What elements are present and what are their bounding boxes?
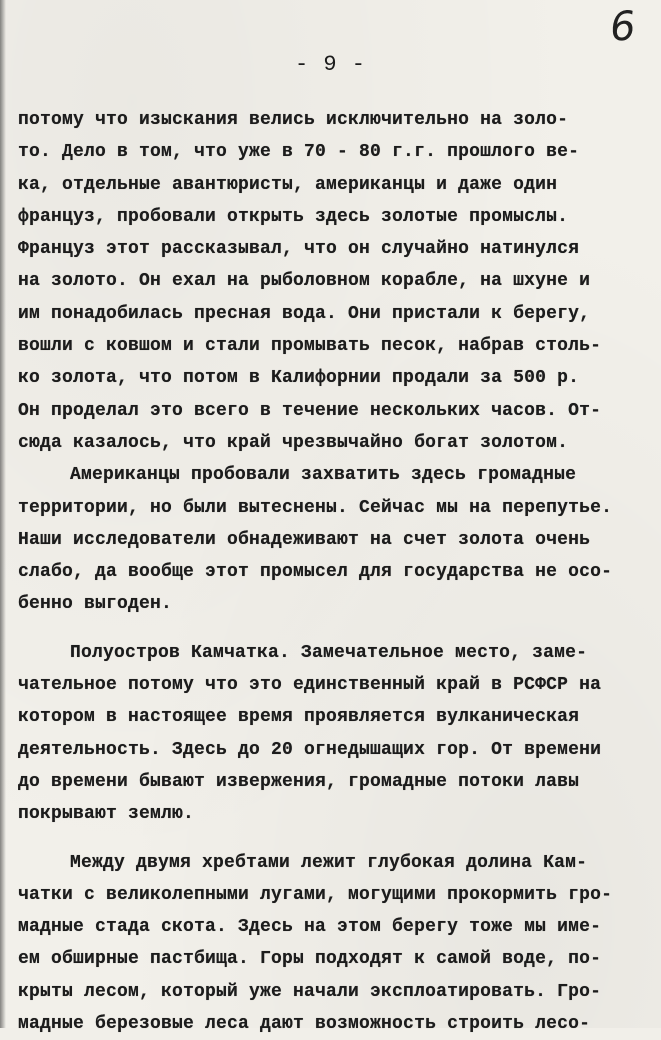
text-line: Американцы пробовали захватить здесь громадные bbox=[70, 465, 577, 486]
body-text bbox=[18, 104, 650, 1040]
text-line: потому что изыскания велись исключительно на золо- bbox=[18, 110, 569, 130]
text-line: покрывают землю. bbox=[18, 804, 195, 825]
text-line: им понадобилась пресная вода. Они пристали к берегу, bbox=[18, 303, 591, 324]
text-line: крыты лесом, который уже начали эксплоатировать. Гро- bbox=[18, 981, 602, 1002]
paragraph-gap bbox=[18, 831, 650, 847]
text-line: ка, отдельные авантюристы, американцы и даже один bbox=[18, 174, 558, 195]
text-line: Наши исследователи обнадеживают на счет золота очень bbox=[18, 529, 591, 550]
text-line: до времени бывают извержения, громадные потоки лавы bbox=[18, 771, 580, 792]
text-line: бенно выгоден. bbox=[18, 594, 173, 615]
text-line: деятельность. Здесь до 20 огнедышащих гор. От времени bbox=[18, 739, 602, 760]
text-line: котором в настоящее время проявляется вулканическая bbox=[18, 707, 580, 728]
archive-sheet-number: 6 bbox=[607, 3, 637, 51]
text-line: француз, пробовали открыть здесь золотые промыслы. bbox=[18, 206, 569, 227]
text-line: мадные стада скота. Здесь на этом берегу тоже мы име- bbox=[18, 917, 602, 938]
text-line: Француз этот рассказывал, что он случайно натинулся bbox=[18, 239, 580, 260]
text-line: территории, но были вытеснены. Сейчас мы на перепутье. bbox=[18, 497, 613, 518]
text-line: Он проделал это всего в течение нескольких часов. От- bbox=[18, 400, 602, 421]
text-line: слабо, да вообще этот промысел для государства не осо- bbox=[18, 562, 613, 583]
text-line: чательное потому что это единственный край в РСФСР на bbox=[18, 675, 602, 696]
text-line: ко золота, что потом в Калифорнии продали за 500 р. bbox=[18, 368, 580, 389]
scan-edge-shadow bbox=[0, 0, 6, 1028]
text-line: вошли с ковшом и стали промывать песок, набрав столь- bbox=[18, 336, 602, 357]
paragraph bbox=[18, 637, 650, 831]
paragraph-gap bbox=[18, 621, 650, 637]
paragraph bbox=[18, 847, 650, 1040]
paragraph bbox=[18, 104, 650, 459]
text-line: сюда казалось, что край чрезвычайно богат золотом. bbox=[18, 432, 569, 453]
text-line: ем обширные пастбища. Горы подходят к самой воде, по- bbox=[18, 949, 602, 970]
text-line: то. Дело в том, что уже в 70 - 80 г.г. прошлого ве- bbox=[18, 142, 580, 163]
text-line: Между двумя хребтами лежит глубокая долина Кам- bbox=[70, 852, 588, 873]
text-line: чатки с великолепными лугами, могущими прокормить гро- bbox=[18, 884, 613, 905]
text-line: Полуостров Камчатка. Замечательное место, заме- bbox=[70, 642, 588, 663]
page-number: - 9 - bbox=[294, 52, 366, 77]
text-line: мадные березовые леса дают возможность строить лесо- bbox=[18, 1014, 591, 1035]
text-line: на золото. Он ехал на рыболовном корабле, на шхуне и bbox=[18, 271, 591, 292]
paragraph bbox=[18, 459, 650, 620]
